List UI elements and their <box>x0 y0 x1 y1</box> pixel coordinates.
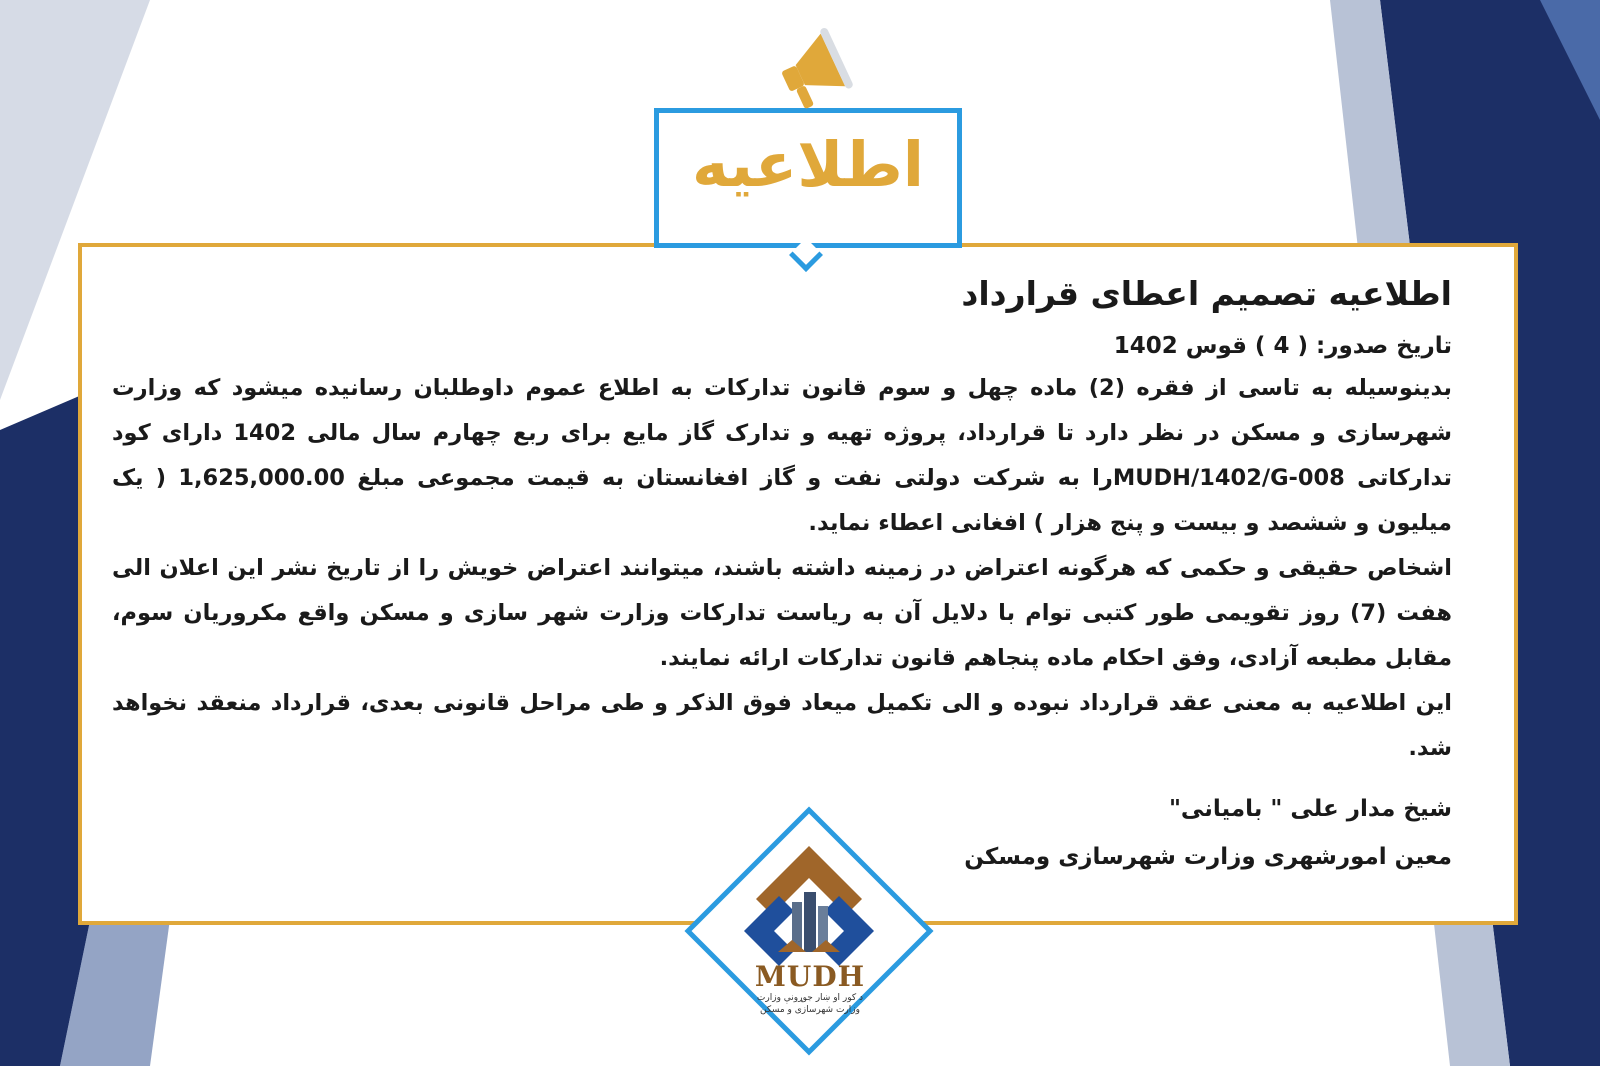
paragraph-award: بدینوسیله به تاسی از فقره (2) ماده چهل و سوم قانون تدارکات به اطلاع عموم داوطلبان رسانیده میشود که وزارت شهرسازی و مسکن در نظر دارد تا قرارداد، پروژه تهیه و تدارک گاز مایع برای ربع چهارم سال مالی 1402 دارای کود تدارکاتی MUDH/1402/G-008را به شرکت دولتی نفت و گاز افغانستان به قیمت مجموعی مبلغ 1,625,000.00 ( یک میلیون و ششصد و بیست و پنج هزار ) افغانی اعطاء نماید. <box>112 375 1452 536</box>
notice-content <box>112 270 1452 881</box>
issue-date: تاریخ صدور: ( 4 ) قوس 1402 <box>1113 333 1452 359</box>
ministry-logo <box>684 806 934 1056</box>
logo-subtitle <box>740 992 880 1016</box>
paragraph-objection: اشخاص حقیقی و حکمی که هرگونه اعتراض در زمینه داشته باشند، میتوانند اعتراض خویش را از تاریخ نشر این اعلان الی هفت (7) روز تقویمی طور کتبی توام با دلایل آن به ریاست تدارکات وزارت شهر سازی و مسکن واقع مکروریان سوم، مقابل مطبعه آزادی، وفق احکام ماده پنجاهم قانون تدارکات ارائه نمایند. <box>112 555 1452 671</box>
paragraph-disclaimer: این اطلاعیه به معنی عقد قرارداد نبوده و الی تکمیل میعاد فوق الذکر و طی مراحل قانونی بعدی، قرارداد منعقد نخواهد شد. <box>112 690 1452 761</box>
signature-title: معین امورشهری وزارت شهرسازی ومسکن <box>964 844 1452 870</box>
notice-title: اطلاعیه تصمیم اعطای قرارداد <box>961 274 1452 313</box>
logo-subtitle-line1: د کور او ښار جوړونې وزارت <box>756 993 864 1003</box>
header-title: اطلاعیه <box>692 128 924 201</box>
megaphone-icon <box>768 22 858 112</box>
logo-subtitle-line2: وزارت شهرسازی و مسکن <box>760 1005 860 1015</box>
signature-name: شیخ مدار علی " بامیانی" <box>1168 796 1452 822</box>
logo-acronym: MUDH <box>754 960 866 993</box>
